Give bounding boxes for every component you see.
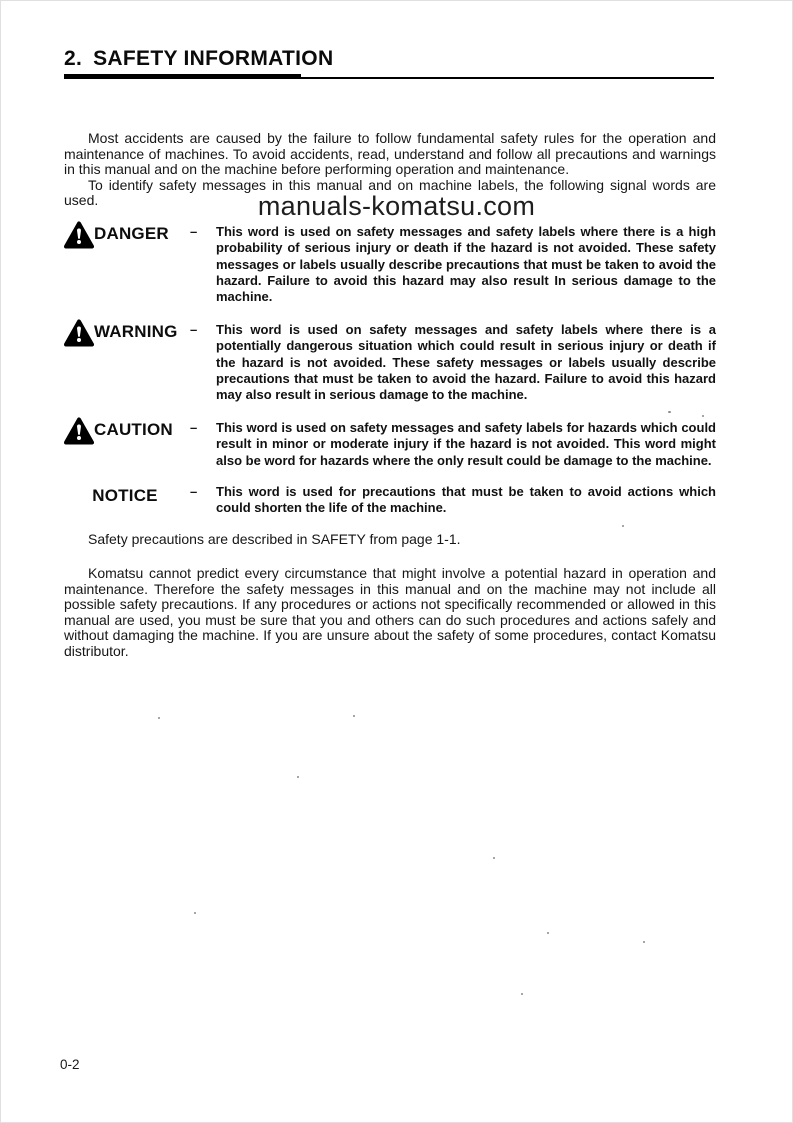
signal-description-caution: This word is used on safety messages and safety labels for hazards which could result in minor or moderate injury if the hazard is not avoided. This word might also be word for hazards where the only result could be damage to the machine. (216, 420, 716, 468)
dash-separator: – (190, 484, 198, 499)
signal-description-notice: This word is used for precautions that must be taken to avoid actions which could shorten the life of the machine. (216, 484, 716, 516)
scan-speck (297, 776, 299, 778)
signal-row-warning (64, 321, 716, 403)
site-watermark: manuals-komatsu.com (257, 191, 536, 221)
disclaimer-text: Komatsu cannot predict every circumstance that might involve a potential hazard in operation and maintenance. Therefore the safety messages in this manual and on the machine may not include all possible safety precautions. If any procedures or actions not specifically recommended or allowed in this manual are used, you must be sure that you and others can do such procedures and actions safely and without damaging the machine. If you are unsure about the safety of some procedures, contact Komatsu distributor. (64, 565, 716, 659)
intro-paragraph-1: Most accidents are caused by the failure to follow fundamental safety rules for the operation and maintenance of machines. To avoid accidents, read, understand and follow all precautions and warnings in this manual and on the machine before performing operation and maintenance. (64, 130, 716, 177)
intro-paragraph-2: To identify safety messages in this manual and on machine labels, the following signal words are used. (64, 176, 716, 208)
scan-speck (158, 717, 160, 719)
scan-speck (668, 411, 671, 413)
scan-speck (547, 932, 549, 934)
safety-reference-note (64, 532, 716, 548)
dash-separator: – (190, 224, 198, 239)
scan-speck (353, 715, 355, 717)
signal-label-warning: WARNING (94, 322, 178, 341)
signal-label-caution: CAUTION (94, 420, 173, 439)
page-title (64, 47, 714, 71)
section-heading (64, 47, 714, 79)
title-underline-thick (64, 74, 301, 79)
disclaimer-paragraph (64, 566, 716, 659)
scan-speck (493, 857, 495, 859)
section-number: 2. (64, 47, 83, 70)
scan-speck (702, 415, 704, 417)
dash-separator: – (190, 322, 198, 337)
scan-speck (194, 912, 196, 914)
page-number: 0-2 (60, 1057, 80, 1072)
warning-triangle-icon (64, 319, 94, 347)
section-title-text: SAFETY INFORMATION (93, 47, 334, 70)
scan-speck (643, 941, 645, 943)
warning-triangle-icon (64, 221, 94, 249)
title-underline (64, 77, 714, 79)
signal-row-notice (64, 483, 716, 517)
scan-speck (521, 993, 523, 995)
signal-row-danger (64, 223, 716, 305)
signal-label-notice: NOTICE (92, 486, 158, 505)
signal-description-warning: This word is used on safety messages and safety labels where there is a potentially dangerous situation which could result in serious injury or death if the hazard is not avoided. These safety messages or labels usually describe precautions that must be taken to avoid the hazard. Failure to avoid this hazard may also result in serious damage to the machine. (216, 322, 716, 403)
signal-description-danger: This word is used on safety messages and safety labels where there is a high probability of serious injury or death if the hazard is not avoided. These safety messages or labels usually describe precautions that must be taken to avoid the hazard. Failure to avoid this hazard may also result In serious damage to the machine. (216, 224, 716, 305)
safety-reference-text: Safety precautions are described in SAFETY from page 1-1. (88, 531, 461, 547)
signal-row-caution (64, 419, 716, 469)
signal-label-danger: DANGER (94, 224, 169, 243)
dash-separator: – (190, 420, 198, 435)
warning-triangle-icon (64, 417, 94, 445)
scan-speck (622, 525, 624, 527)
